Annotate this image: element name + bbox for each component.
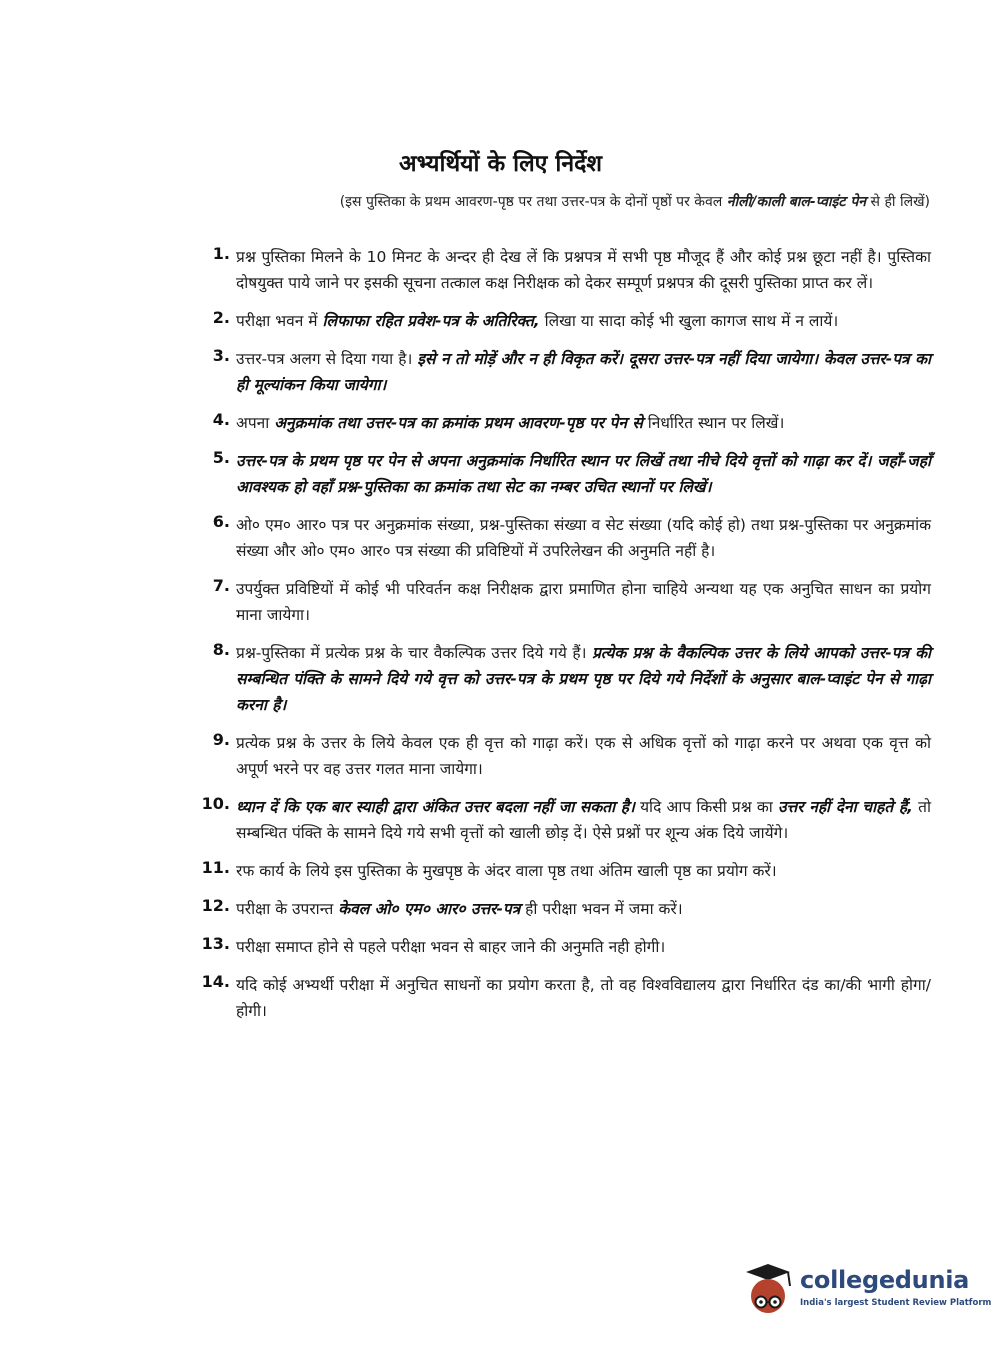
instruction-text <box>236 640 931 718</box>
page-subtitle <box>130 192 930 211</box>
brand-name: collegedunia <box>800 1266 970 1294</box>
instruction-text <box>236 410 931 436</box>
instruction-number: 12. <box>201 896 230 915</box>
instruction-segment: लिखा या सादा कोई भी खुला कागज साथ में न लायें। <box>539 312 839 330</box>
subtitle-pre: (इस पुस्तिका के प्रथम आवरण-पृष्ठ पर तथा उत्तर-पत्र के दोनों पृष्ठों पर केवल <box>339 194 723 210</box>
instruction-item <box>196 448 931 500</box>
instruction-emphasis: लिफाफा रहित प्रवेश-पत्र के अतिरिक्त, <box>322 312 540 330</box>
instruction-segment: परीक्षा समाप्त होने से पहले परीक्षा भवन से बाहर जाने की अनुमति नही होगी। <box>236 938 666 956</box>
instruction-text <box>236 730 931 782</box>
instruction-item <box>196 896 931 922</box>
instruction-number: 5. <box>212 448 230 467</box>
instruction-segment: प्रश्न पुस्तिका मिलने के 10 मिनट के अन्दर ही देख लें कि प्रश्नपत्र में सभी पृष्ठ मौजूद हैं और कोई प्रश्न छूटा नहीं है। पुस्तिका दोषयुक्त पाये जाने पर इसकी सूचना तत्काल कक्ष निरीक्षक को देकर सम्पूर्ण प्रश्नपत्र की दूसरी पुस्तिका प्राप्त कर लें। <box>236 248 931 292</box>
instruction-segment: यदि कोई अभ्यर्थी परीक्षा में अनुचित साधनों का प्रयोग करता है, तो वह विश्वविद्यालय द्वारा निर्धारित दंड का/की भागी होगा/होगी। <box>236 976 931 1020</box>
instruction-emphasis: ध्यान दें कि एक बार स्याही द्वारा अंकित उत्तर बदला नहीं जा सकता है। <box>236 798 635 816</box>
instruction-segment: ही परीक्षा भवन में जमा करें। <box>520 900 683 918</box>
instruction-item <box>196 934 931 960</box>
subtitle-post: से ही लिखें) <box>870 194 930 210</box>
instruction-segment: ओ० एम० आर० पत्र पर अनुक्रमांक संख्या, प्रश्न-पुस्तिका संख्या व सेट संख्या (यदि कोई हो) तथा प्रश्न-पुस्तिका पर अनुक्रमांक संख्या और ओ० एम० आर० पत्र संख्या की प्रविष्टियों में उपरिलेखन की अनुमति नहीं है। <box>236 516 931 560</box>
instruction-text <box>236 794 931 846</box>
instruction-segment: परीक्षा भवन में <box>236 312 323 330</box>
instruction-number: 3. <box>212 346 230 365</box>
instruction-number: 8. <box>212 640 230 659</box>
instruction-item <box>196 640 931 718</box>
instruction-item <box>196 244 931 296</box>
instruction-number: 14. <box>201 972 230 991</box>
instruction-emphasis: उत्तर-पत्र के प्रथम पृष्ठ पर पेन से अपना अनुक्रमांक निर्धारित स्थान पर लिखें तथा नीचे दिये वृत्तों को गाढ़ा कर दें। जहाँ-जहाँ आवश्यक हो वहाँ प्रश्न-पुस्तिका का क्रमांक तथा सेट का नम्बर उचित स्थानों पर लिखें। <box>236 452 931 496</box>
brand-tagline: India's largest Student Review Platform <box>800 1298 992 1308</box>
instruction-text <box>236 346 931 398</box>
instruction-emphasis: प्रत्येक प्रश्न के वैकल्पिक उत्तर के लिये आपको उत्तर-पत्र की सम्बन्धित पंक्ति के सामने दिये गये वृत्त को उत्तर-पत्र के प्रथम पृष्ठ पर दिये गये निर्देशों के अनुसार बाल-प्वाइंट पेन से गाढ़ा करना है। <box>236 644 931 714</box>
instruction-segment: परीक्षा के उपरान्त <box>236 900 339 918</box>
instruction-number: 13. <box>201 934 230 953</box>
instruction-segment: तो सम्बन्धित पंक्ति के सामने दिये गये सभी वृत्तों को खाली छोड़ दें। ऐसे प्रश्नों पर शून्य अंक दिये जायेंगे। <box>236 798 931 842</box>
instruction-segment: निर्धारित स्थान पर लिखें। <box>642 414 785 432</box>
instruction-text <box>236 576 931 628</box>
instruction-item <box>196 730 931 782</box>
instruction-list <box>196 244 931 1036</box>
instruction-item <box>196 512 931 564</box>
instruction-text <box>236 308 931 334</box>
instruction-segment: उपर्युक्त प्रविष्टियों में कोई भी परिवर्तन कक्ष निरीक्षक द्वारा प्रमाणित होना चाहिये अन्यथा यह एक अनुचित साधन का प्रयोग माना जायेगा। <box>236 580 931 624</box>
instruction-text <box>236 244 931 296</box>
instruction-number: 2. <box>212 308 230 327</box>
instruction-number: 7. <box>212 576 230 595</box>
instruction-text <box>236 448 931 500</box>
collegedunia-watermark <box>742 1262 992 1322</box>
instruction-text <box>236 858 931 884</box>
instruction-text <box>236 934 931 960</box>
instruction-item <box>196 858 931 884</box>
instruction-segment: प्रत्येक प्रश्न के उत्तर के लिये केवल एक ही वृत्त को गाढ़ा करें। एक से अधिक वृत्तों को गाढ़ा करने पर अथवा एक वृत्त को अपूर्ण भरने पर वह उत्तर गलत माना जायेगा। <box>236 734 931 778</box>
instruction-text <box>236 896 931 922</box>
instruction-item <box>196 576 931 628</box>
page-title: अभ्यर्थियों के लिए निर्देश <box>399 151 602 177</box>
instruction-item <box>196 346 931 398</box>
instruction-segment: अपना <box>236 414 275 432</box>
instruction-segment: उत्तर-पत्र अलग से दिया गया है। <box>236 350 418 368</box>
instruction-text <box>236 512 931 564</box>
instruction-number: 6. <box>212 512 230 531</box>
instruction-item <box>196 972 931 1024</box>
instruction-segment: यदि आप किसी प्रश्न का <box>634 798 779 816</box>
subtitle-emphasis: नीली/काली बाल-प्वाइंट पेन <box>726 194 867 210</box>
instruction-item <box>196 794 931 846</box>
instruction-emphasis: इसे न तो मोड़ें और न ही विकृत करें। दूसरा उत्तर-पत्र नहीं दिया जायेगा। केवल उत्तर-पत्र का ही मूल्यांकन किया जायेगा। <box>236 350 931 394</box>
mascot-logo-icon <box>742 1262 798 1322</box>
instruction-emphasis: अनुक्रमांक तथा उत्तर-पत्र का क्रमांक प्रथम आवरण-पृष्ठ पर पेन से <box>274 414 643 432</box>
instruction-number: 10. <box>201 794 230 813</box>
instruction-emphasis: केवल ओ० एम० आर० उत्तर-पत्र <box>338 900 521 918</box>
instruction-item <box>196 410 931 436</box>
instruction-text <box>236 972 931 1024</box>
instruction-number: 4. <box>212 410 230 429</box>
instruction-item <box>196 308 931 334</box>
instruction-segment: प्रश्न-पुस्तिका में प्रत्येक प्रश्न के चार वैकल्पिक उत्तर दिये गये हैं। <box>236 644 593 662</box>
instruction-number: 9. <box>212 730 230 749</box>
instruction-segment: रफ कार्य के लिये इस पुस्तिका के मुखपृष्ठ के अंदर वाला पृष्ठ तथा अंतिम खाली पृष्ठ का प्रयोग करें। <box>236 862 777 880</box>
instruction-number: 1. <box>212 244 230 263</box>
instruction-emphasis: उत्तर नहीं देना चाहते हैं, <box>778 798 913 816</box>
instruction-number: 11. <box>201 858 230 877</box>
